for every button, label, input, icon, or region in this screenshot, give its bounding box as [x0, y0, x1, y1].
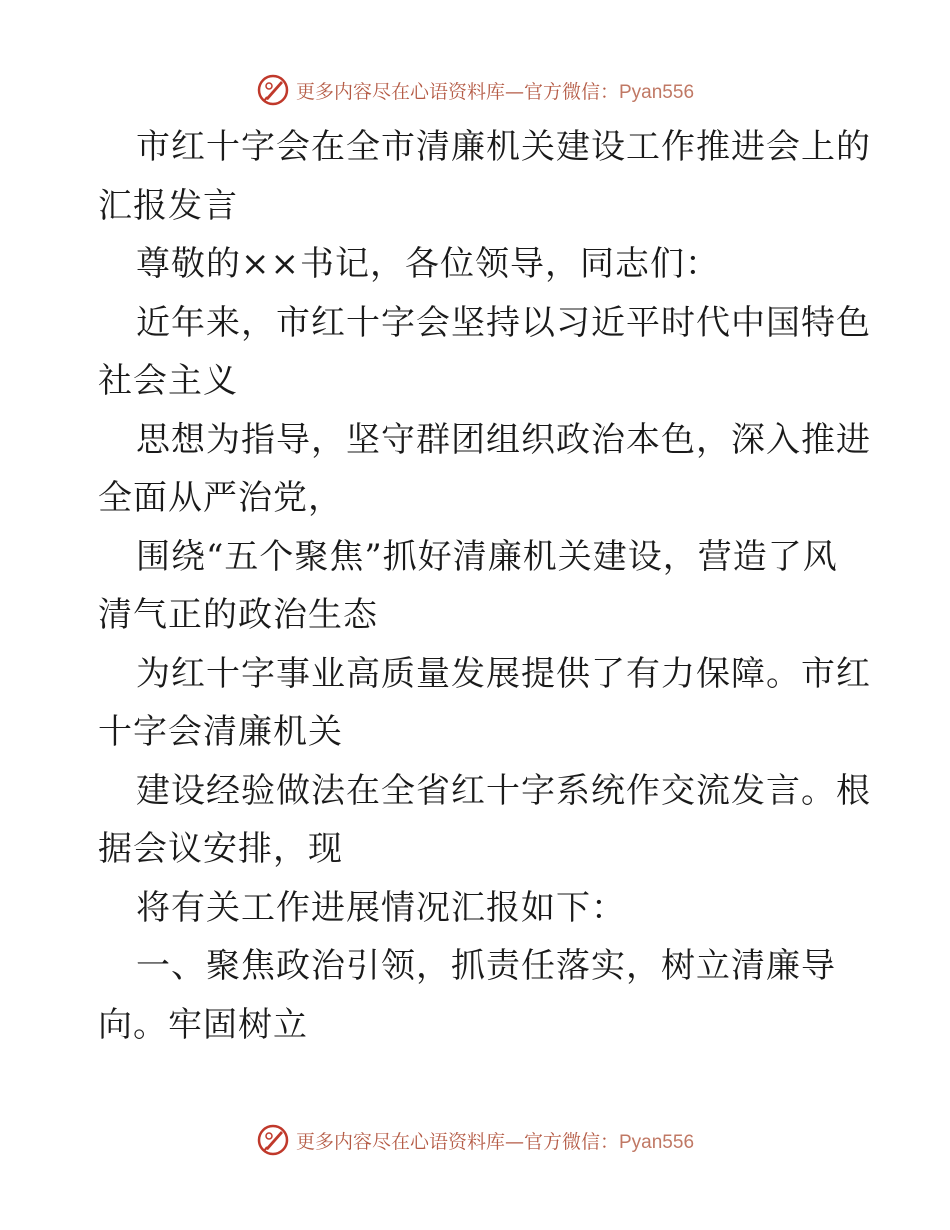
- quill-logo-icon: [256, 73, 290, 107]
- footer-banner-text: 更多内容尽在心语资料库—官方微信：Pyan556: [295, 1130, 695, 1153]
- doc-paragraph-line: 为红十字事业高质量发展提供了有力保障。市红: [136, 653, 871, 694]
- doc-title-line-2: 汇报发言: [98, 185, 238, 226]
- header-wechat-id: Pyan556: [619, 81, 695, 103]
- footer-wechat-id: Pyan556: [619, 1131, 695, 1153]
- doc-paragraph-line: 全面从严治党，: [98, 478, 343, 518]
- doc-section-heading-cont: 向。牢固树立: [98, 1004, 308, 1045]
- doc-section-heading: 一、聚焦政治引领，抓责任落实，树立清廉导: [136, 946, 836, 986]
- doc-paragraph-line: 思想为指导，坚守群团组织政治本色，深入推进: [136, 419, 871, 460]
- header-banner: [0, 70, 950, 110]
- doc-paragraph-line: 清气正的政治生态: [98, 595, 378, 635]
- doc-paragraph-line: 建设经验做法在全省红十字系统作交流发言。根: [136, 770, 871, 811]
- header-banner-text: 更多内容尽在心语资料库—官方微信：Pyan556: [295, 80, 695, 103]
- doc-paragraph-line: 社会主义: [98, 361, 238, 401]
- doc-paragraph-line: 围绕“五个聚焦”抓好清廉机关建设，营造了风: [136, 536, 838, 577]
- doc-title-line-1: 市红十字会在全市清廉机关建设工作推进会上的: [136, 127, 871, 167]
- doc-salutation: 尊敬的××书记，各位领导，同志们：: [136, 244, 720, 284]
- doc-paragraph-line: 据会议安排，现: [98, 829, 343, 869]
- quill-logo-icon: [256, 1123, 290, 1157]
- doc-paragraph-line: 十字会清廉机关: [98, 712, 343, 752]
- document-body: [98, 118, 871, 1054]
- doc-paragraph-line: 将有关工作进展情况汇报如下：: [136, 887, 626, 928]
- doc-paragraph-line: 近年来，市红十字会坚持以习近平时代中国特色: [136, 302, 871, 343]
- footer-banner: [0, 1120, 950, 1160]
